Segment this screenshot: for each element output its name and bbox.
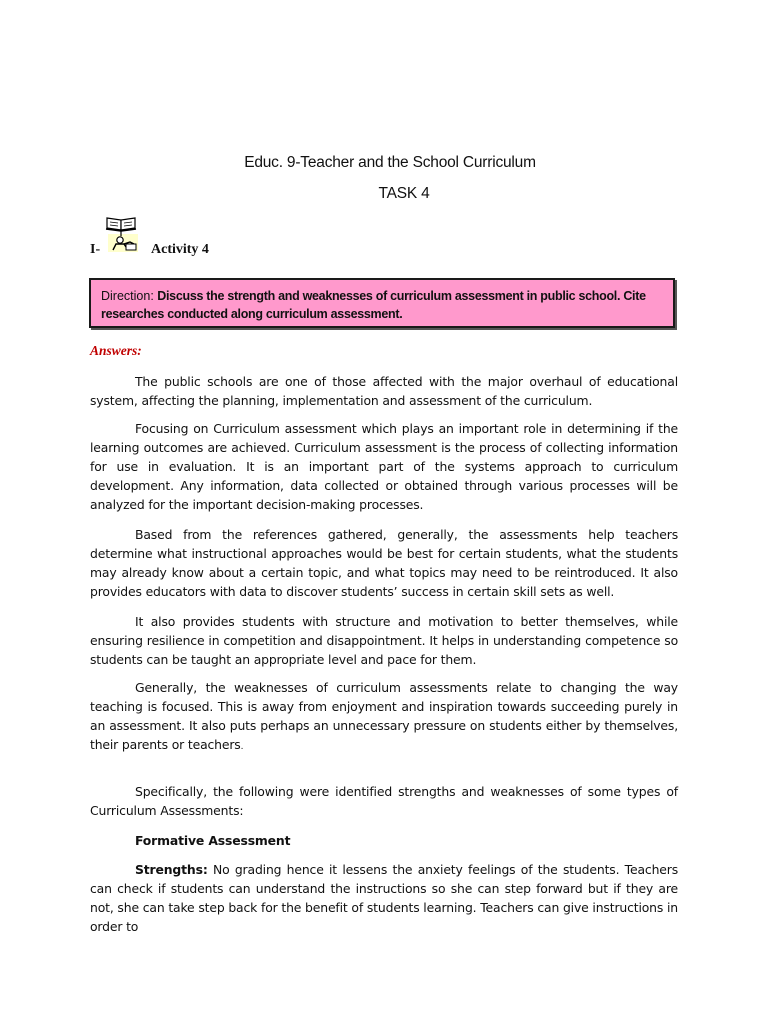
activity-label: Activity 4 — [151, 242, 209, 257]
course-title: Educ. 9-Teacher and the School Curriculum — [244, 154, 536, 171]
answers-label: Answers: — [90, 343, 142, 358]
paragraph-strengths — [90, 860, 678, 936]
paragraph: Specifically, the following were identified strengths and weaknesses of some types of Curriculum Assessments: — [90, 784, 678, 818]
direction-text: Discuss the strength and weaknesses of curriculum assessment in public school. Cite researches conducted along curriculum assessment. — [101, 289, 646, 321]
strengths-label: Strengths: — [135, 862, 208, 877]
paragraph: Based from the references gathered, generally, the assessments help teachers determine what instructional approaches would be best for certain students, what the students may already know about a certain topic, and what topics may need to be reintroduced. It also provides educators with data to discover students’ success in certain skill sets as well. — [90, 527, 678, 599]
direction-label: Direction: — [101, 289, 154, 303]
paragraph: The public schools are one of those affected with the major overhaul of educational system, affecting the planning, implementation and assessment of the curriculum. — [90, 374, 678, 408]
activity-numeral: I- — [90, 242, 101, 257]
paragraph: It also provides students with structure and motivation to better themselves, while ensuring resilience in competition and disappointment. It helps in understanding competence so students can be taught an appropriate level and pace for them. — [90, 614, 678, 667]
task-title: TASK 4 — [378, 185, 430, 202]
activity-heading — [88, 214, 488, 262]
direction-box — [89, 278, 675, 328]
strengths-text: No grading hence it lessens the anxiety feelings of the students. Teachers can check if students can understand the instructions so she can step forward but if they are not, she can take step back for the benefit of students learning. Teachers can give instructions in order to — [90, 862, 679, 934]
paragraph: Generally, the weaknesses of curriculum assessments relate to changing the way teaching is focused. This is away from enjoyment and inspiration towards succeeding purely in an assessment. It also puts perhaps an unnecessary pressure on students either by themselves, their parents or teachers. — [90, 680, 678, 752]
paragraph: Focusing on Curriculum assessment which plays an important role in determining if the learning outcomes are achieved. Curriculum assessment is the process of collecting information for use in evaluation. It is an important part of the systems approach to curriculum development. Any information, data collected or obtained through various processes will be analyzed for the important decision-making processes. — [90, 421, 678, 512]
section-heading-formative: Formative Assessment — [135, 833, 291, 848]
trailing-period: . — [240, 742, 244, 752]
book-and-person-icon — [104, 214, 140, 254]
